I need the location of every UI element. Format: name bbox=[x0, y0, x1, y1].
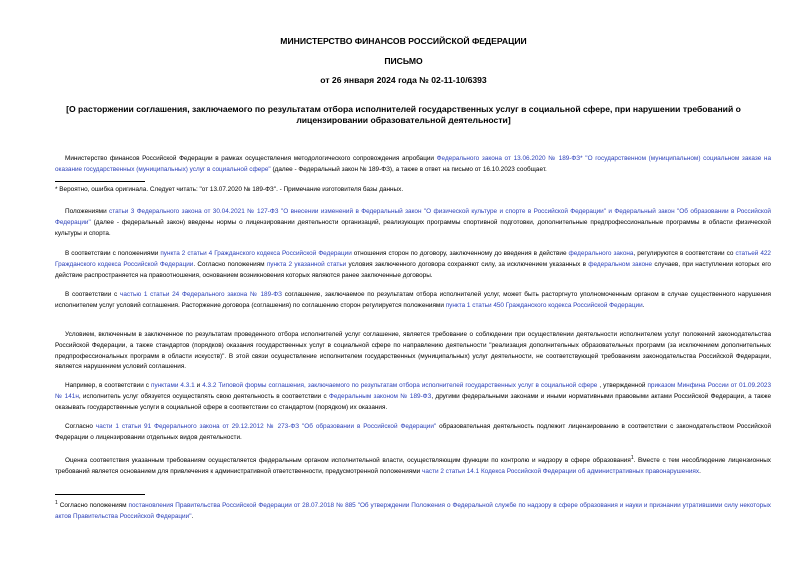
text: отношения сторон по договору, заключенному до введения в действие bbox=[351, 250, 569, 257]
paragraph-conditions: Условием, включенным в заключенное по результатам проведенного отбора исполнителей услуг соглашение, является требование о соблюдении при осуществлении деятельности исполнителем услуг положений законодательства Российской Федерации, а также стандартов (порядков) оказания государственных услуг в социальной сфере по направлению деятельности "реализация дополнительных образовательных программ (за исключением дополнительных предпрофессиональных программ в области искусств)". В этой связи осуществление исполнителем государственных (муниципальных) услуг деятельности, не соответствующей требованиям законодательства Российской Федерации, является нарушением условий соглашения. bbox=[55, 331, 771, 371]
text: . bbox=[642, 301, 645, 309]
text: (далее - федеральный закон) введены нормы о лицензировании деятельности организаций, реализующих программы спортивной подготовки, дополнительные предпрофессиональные программы в области физической культуры и спорта. bbox=[55, 218, 771, 237]
footnote-divider bbox=[55, 181, 145, 182]
paragraph-education-licensing bbox=[55, 422, 771, 444]
footnote-mark: 1 bbox=[55, 500, 58, 506]
link-law-273-art91[interactable]: части 1 статьи 91 Федерального закона от 29.12.2012 № 273-ФЗ "Об образовании в Российской Федерации" bbox=[95, 423, 437, 430]
text: образовательная деятельность подлежит лицензированию в соответствии с законодательством Российской Федерации о лицензировании отдельных видов деятельности. bbox=[55, 423, 772, 441]
text: Согласно положениям bbox=[57, 502, 129, 510]
link-federal-law[interactable]: федерального закона bbox=[568, 250, 634, 257]
text: (далее - Федеральный закон № 189-ФЗ), а также в ответ на письмо от 16.10.2023 сообщает. bbox=[270, 165, 547, 173]
link-federal-law-189[interactable]: Федерального закона от 13.06.2020 № 189-ФЗ* "О государственном (муниципальном) социальном заказе на оказание государственных (муниципальных) услуг в социальной сфере" bbox=[55, 155, 771, 173]
footnote-divider-2 bbox=[55, 494, 145, 495]
link-government-decree-885[interactable]: постановления Правительства Российской Федерации от 28.07.2018 № 885 "Об утверждении Положения о Федеральной службе по надзору в сфере образования и науки и признании утратившими силу некоторых актов Правительства Российской Федерации" bbox=[55, 502, 771, 520]
paragraph-intro bbox=[55, 154, 771, 176]
link-minfin-order-141n[interactable]: приказом Минфина России от 01.09.2023 № 141н bbox=[55, 382, 772, 400]
footnote-rosobrnadzor bbox=[55, 498, 771, 523]
text: . Согласно положениям bbox=[193, 260, 267, 268]
text: Согласно bbox=[65, 423, 96, 430]
paragraph-civil-code bbox=[55, 249, 771, 281]
paragraph-licensing-norms bbox=[55, 207, 771, 239]
text: , другими федеральными законами и иными нормативными правовыми актами Российской Федерации, а также оказывать государственные услуги в социальной сфере в соответствии со стандартом (порядком) их оказания. bbox=[55, 392, 772, 411]
ministry-title: МИНИСТЕРСТВО ФИНАНСОВ РОССИЙСКОЙ ФЕДЕРАЦИИ bbox=[280, 36, 527, 46]
text: , утвержденной bbox=[597, 382, 648, 389]
link-article-paragraph-2[interactable]: пункта 2 указанной статьи bbox=[266, 260, 347, 268]
text: случаев, при наступлении которых его действие распространяется на правоотношения, основанием возникновения которых являются ранее заключенные договоры. bbox=[55, 260, 771, 279]
text: , исполнитель услуг обязуется осуществлять свою деятельность в соответствии с bbox=[78, 392, 330, 400]
text: . bbox=[699, 467, 701, 475]
text: В соответствии с положениями bbox=[65, 250, 161, 257]
text: соглашение, заключаемое по результатам отбора исполнителей услуг, может быть расторгнуто уполномоченным органом в случае существенного нарушения исполнителем услуг условий соглашения. Расторжение договора (соглашения) по соглашению сторон регулируется положениями bbox=[55, 291, 772, 309]
text: условия заключенного договора сохраняют силу, за исключением указанных в bbox=[346, 260, 589, 268]
text: Министерство финансов Российской Федерации в рамках осуществления методологического сопровождения апробации bbox=[65, 155, 437, 162]
document-subject: [О расторжении соглашения, заключаемого по результатам отбора исполнителей государственных услуг в социальной сфере, при нарушении требований о лицензировании образовательной деятельности] bbox=[66, 104, 741, 125]
link-civil-code-art450[interactable]: пункта 1 статьи 450 Гражданского кодекса Российской Федерации bbox=[445, 301, 643, 309]
link-clause-431[interactable]: пунктами 4.3.1 bbox=[150, 382, 195, 389]
footnote-erratum: * Вероятно, ошибка оригинала. Следует читать: "от 13.07.2020 № 189-ФЗ". - Примечание изготовителя базы данных. bbox=[55, 186, 404, 193]
text: Оценка соответствия указанным требованиям осуществляется федеральным органом исполнительной власти, осуществляющим функции по контролю и надзору в сфере образования bbox=[65, 457, 631, 465]
link-civil-code-art422[interactable]: статьей 422 Гражданского кодекса Российской Федерации bbox=[55, 250, 771, 268]
link-law-189-art24[interactable]: частью 1 статьи 24 Федерального закона № 189-ФЗ bbox=[119, 291, 282, 298]
paragraph-termination bbox=[55, 290, 771, 312]
link-federal-law-127[interactable]: статьи 3 Федерального закона от 30.04.2021 № 127-ФЗ "О внесении изменений в Федеральный закон "О физической культуре и спорте в Российской Федерации" и Федеральный закон "Об образовании в Российской Федерации" bbox=[55, 208, 771, 226]
text: Например, в соответствии с bbox=[65, 382, 151, 389]
link-civil-code-art4[interactable]: пункта 2 статьи 4 Гражданского кодекса Российской Федерации bbox=[160, 250, 352, 257]
footnote-ref[interactable]: 1 bbox=[630, 455, 634, 461]
link-federal-law-2[interactable]: федеральном законе bbox=[588, 260, 653, 268]
text: . bbox=[191, 512, 194, 520]
document-date-number: от 26 января 2024 года № 02-11-10/6393 bbox=[320, 75, 487, 85]
text: и bbox=[194, 382, 203, 389]
link-koap-art14-1[interactable]: части 2 статьи 14.1 Кодекса Российской Федерации об административных правонарушениях bbox=[421, 467, 700, 475]
link-federal-law-189-b[interactable]: Федеральным законом № 189-ФЗ bbox=[329, 392, 432, 400]
paragraph-compliance bbox=[55, 453, 771, 478]
link-standard-agreement-form[interactable]: 4.3.2 Типовой формы соглашения, заключаемого по результатам отбора исполнителей государственных услуг в социальной сфере bbox=[202, 382, 598, 389]
paragraph-example bbox=[55, 381, 771, 413]
text: В соответствии с bbox=[65, 291, 120, 298]
document-type: ПИСЬМО bbox=[384, 56, 423, 66]
text: , регулируются в соответствии со bbox=[633, 250, 736, 257]
text: Положениями bbox=[65, 208, 110, 215]
text: . Вместе с тем несоблюдение лицензионных требований является основанием для привлечения к административной ответственности, предусмотренной положениями bbox=[55, 457, 771, 475]
